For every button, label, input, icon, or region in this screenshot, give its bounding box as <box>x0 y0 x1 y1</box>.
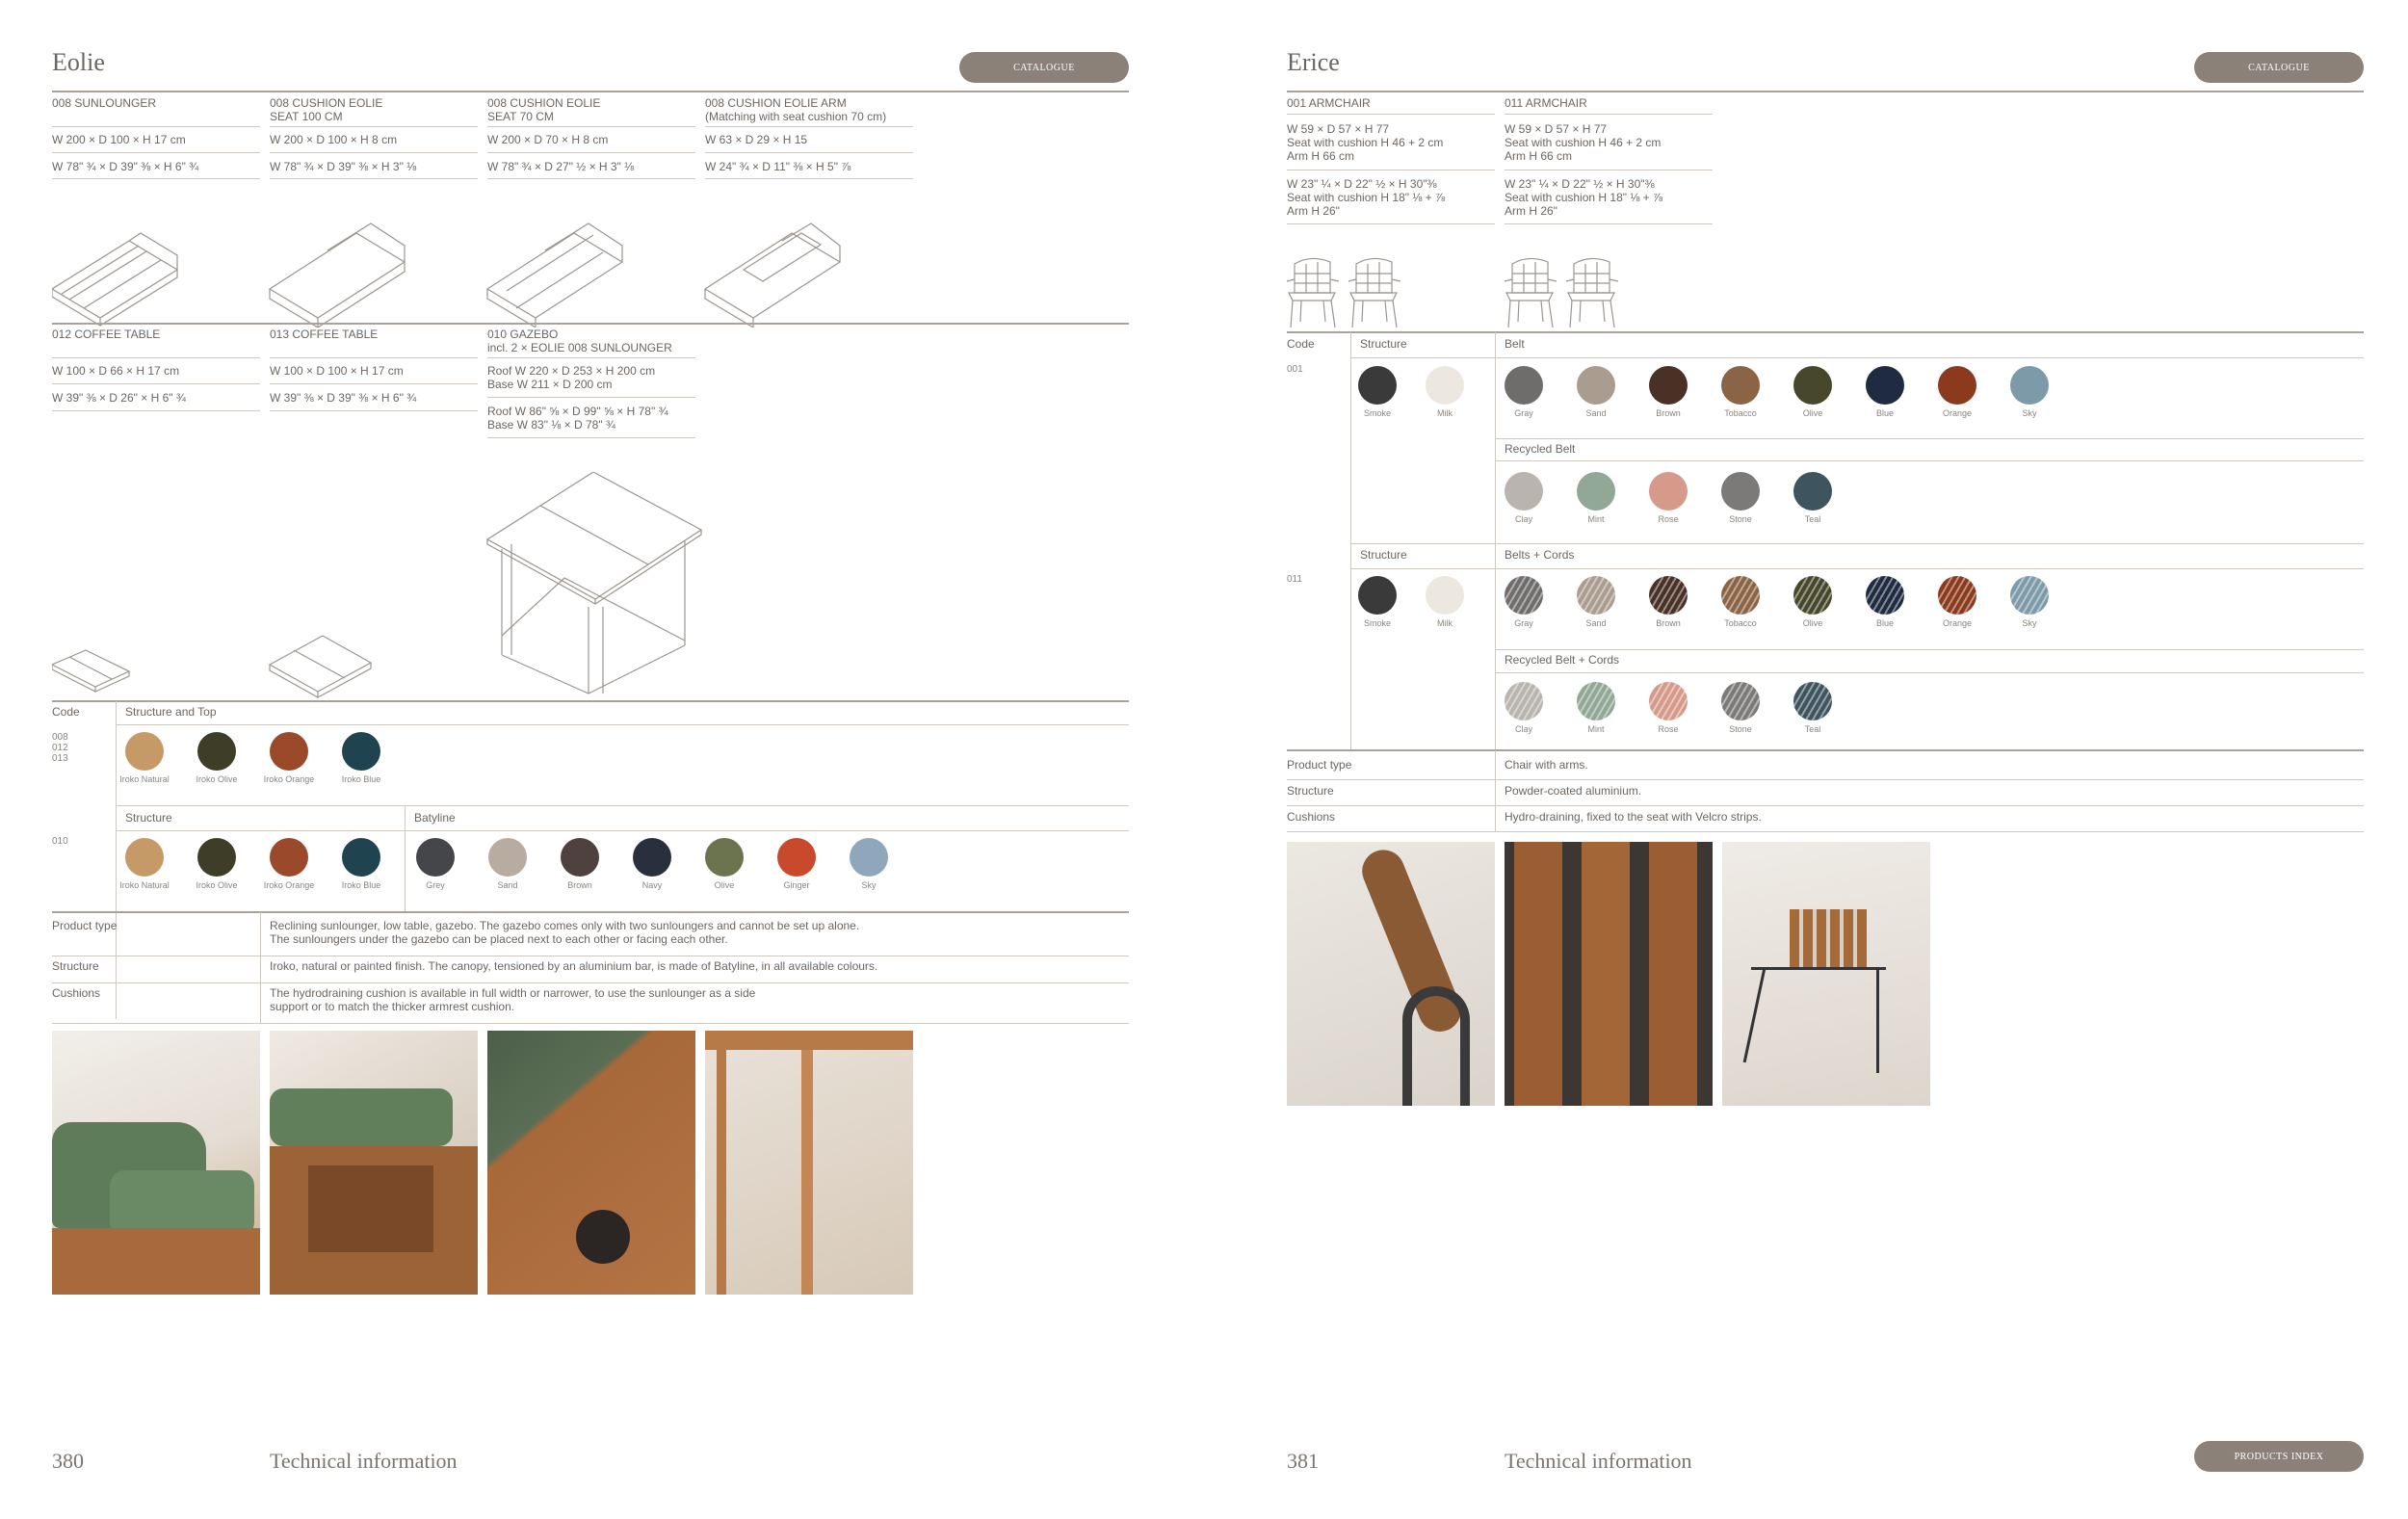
swatch-label: Teal <box>1804 724 1821 734</box>
swatch-circle <box>1505 682 1543 720</box>
swatch-label: Olive <box>1802 618 1823 628</box>
divider <box>270 126 478 127</box>
product-imperial: W 24" ¾ × D 11" ⅜ × H 5" ⅞ <box>705 160 851 173</box>
info-label: Structure <box>1287 784 1334 798</box>
info-value: Chair with arms. <box>1505 758 1588 772</box>
product-metric: W 100 × D 100 × H 17 cm <box>270 364 404 378</box>
swatch-label: Rose <box>1658 514 1679 524</box>
swatch-circle <box>1866 576 1904 615</box>
product-name: 001 ARMCHAIR <box>1287 96 1371 110</box>
page-title-eolie: Eolie <box>52 48 105 76</box>
swatch-label: Brown <box>1656 408 1681 418</box>
swatch-circle <box>1426 366 1464 405</box>
product-imperial: Roof W 86" ⅝ × D 99" ⅝ × H 78" ¾ <box>487 405 668 418</box>
product-name: 008 CUSHION EOLIE ARM <box>705 96 847 110</box>
divider <box>1350 543 2364 544</box>
belt-header: Belt <box>1505 337 1525 351</box>
color-swatch[interactable] <box>1485 682 1562 734</box>
divider <box>52 700 1129 702</box>
sunlounger-drawings <box>52 222 977 327</box>
product-name: 012 COFFEE TABLE <box>52 327 161 341</box>
divider <box>1495 672 2364 673</box>
swatch-label: Sand <box>497 880 518 890</box>
swatch-circle <box>1649 682 1688 720</box>
swatch-label: Milk <box>1437 618 1453 628</box>
swatch-circle <box>488 838 527 877</box>
swatch-circle <box>1505 366 1543 405</box>
divider <box>705 152 913 153</box>
gazebo-drawing <box>487 472 701 694</box>
swatch-label: Ginger <box>783 880 810 890</box>
coffee-table-012-drawing <box>52 650 129 692</box>
divider <box>270 152 478 153</box>
swatch-circle <box>342 838 380 877</box>
code-001: 001 <box>1287 364 1303 375</box>
divider <box>1495 750 1496 831</box>
swatch-label: Stone <box>1729 514 1752 524</box>
divider <box>116 830 1129 831</box>
divider <box>52 383 260 384</box>
product-sub: SEAT 100 CM <box>270 110 343 123</box>
color-swatch[interactable] <box>614 838 691 890</box>
swatch-label: Blue <box>1875 618 1894 628</box>
swatch-label: Grey <box>426 880 445 890</box>
swatch-circle <box>1577 472 1615 511</box>
divider <box>260 912 261 1023</box>
swatch-label: Teal <box>1804 514 1821 524</box>
swatch-label: Orange <box>1942 408 1973 418</box>
cushion-arm-drawing <box>705 223 840 327</box>
color-swatch[interactable] <box>1702 472 1779 524</box>
color-swatch[interactable] <box>1339 576 1416 628</box>
photo-sunlounger-cushion <box>52 1031 260 1295</box>
page-number-left: 380 <box>52 1449 84 1473</box>
structure-header: Structure <box>125 811 172 825</box>
product-imperial: W 78" ¾ × D 39" ⅜ × H 3" ⅛ <box>270 160 417 173</box>
divider <box>1287 91 2364 92</box>
divider <box>705 178 913 179</box>
photo-armchair <box>1722 842 1930 1106</box>
divider <box>1495 649 2364 650</box>
color-swatch[interactable] <box>106 732 183 784</box>
product-name: 008 SUNLOUNGER <box>52 96 157 110</box>
divider <box>1287 331 2364 333</box>
swatch-label: Blue <box>1875 408 1894 418</box>
swatch-circle <box>1577 576 1615 615</box>
product-sub: incl. 2 × EOLIE 008 SUNLOUNGER <box>487 341 672 354</box>
code-010: 010 <box>52 836 68 847</box>
color-swatch[interactable] <box>1846 576 1924 628</box>
swatch-circle <box>1649 576 1688 615</box>
swatch-circle <box>1721 682 1760 720</box>
product-metric: W 63 × D 29 × H 15 <box>705 133 808 146</box>
swatch-circle <box>1793 472 1832 511</box>
swatch-label: Clay <box>1514 724 1532 734</box>
code-header-right: Code <box>1287 337 1315 351</box>
swatch-circle <box>1577 366 1615 405</box>
product-imperial: W 78" ¾ × D 39" ⅜ × H 6" ¾ <box>52 160 199 173</box>
product-name: 008 CUSHION EOLIE <box>270 96 383 110</box>
swatch-circle <box>1866 366 1904 405</box>
swatch-label: Gray <box>1514 618 1533 628</box>
swatch-label: Stone <box>1729 724 1752 734</box>
swatch-label: Tobacco <box>1724 408 1757 418</box>
color-swatch[interactable] <box>1702 366 1779 418</box>
divider <box>270 357 478 358</box>
swatch-label: Smoke <box>1363 618 1391 628</box>
info-value: Hydro-draining, fixed to the seat with Velcro strips. <box>1505 810 1762 824</box>
sunlounger-drawing <box>52 233 177 326</box>
products-index-button[interactable]: PRODUCTS INDEX <box>2194 1441 2364 1472</box>
color-swatch[interactable] <box>469 838 546 890</box>
divider <box>1350 568 2364 569</box>
swatch-circle <box>125 732 164 771</box>
swatch-label: Smoke <box>1363 408 1391 418</box>
divider <box>1287 114 1495 115</box>
divider <box>1505 114 1713 115</box>
footer-title-left: Technical information <box>270 1449 458 1473</box>
product-imperial: Base W 83" ⅛ × D 78" ¾ <box>487 418 615 432</box>
product-metric: Base W 211 × D 200 cm <box>487 378 613 391</box>
color-swatch[interactable] <box>106 838 183 890</box>
color-swatch[interactable] <box>1630 472 1707 524</box>
info-label: Cushions <box>1287 810 1336 824</box>
swatch-circle <box>416 838 455 877</box>
swatch-label: Iroko Olive <box>196 774 238 784</box>
footer-title-right: Technical information <box>1505 1449 1692 1473</box>
swatch-circle <box>270 838 308 877</box>
color-swatch[interactable] <box>1557 576 1635 628</box>
color-swatch[interactable] <box>1485 472 1562 524</box>
swatch-circle <box>1426 576 1464 615</box>
swatch-label: Clay <box>1514 514 1532 524</box>
swatch-label: Iroko Orange <box>263 774 315 784</box>
divider <box>270 410 478 411</box>
photo-armrest-detail <box>1287 842 1495 1106</box>
divider <box>1350 357 2364 358</box>
swatch-circle <box>197 732 236 771</box>
product-name: 013 COFFEE TABLE <box>270 327 379 341</box>
color-swatch[interactable] <box>1919 576 1996 628</box>
divider <box>52 982 1129 983</box>
swatch-label: Gray <box>1514 408 1533 418</box>
color-swatch[interactable] <box>1406 576 1483 628</box>
color-swatch[interactable] <box>397 838 474 890</box>
swatch-circle <box>1505 472 1543 511</box>
swatch-label: Iroko Blue <box>341 774 381 784</box>
swatch-circle <box>1721 472 1760 511</box>
color-swatch[interactable] <box>1846 366 1924 418</box>
product-imperial: W 23" ¼ × D 22" ½ × H 30"⅜ Seat with cushion H 18" ⅛ + ⅞ Arm H 26" <box>1287 177 1446 218</box>
swatch-label: Olive <box>714 880 735 890</box>
swatch-circle <box>125 838 164 877</box>
swatch-label: Sky <box>861 880 877 890</box>
divider <box>116 805 1129 806</box>
page-number-right: 381 <box>1287 1449 1319 1473</box>
color-swatch[interactable] <box>1630 682 1707 734</box>
divider <box>1287 779 2364 780</box>
swatch-circle <box>1938 576 1976 615</box>
divider <box>52 1023 1129 1024</box>
color-swatch[interactable] <box>178 732 255 784</box>
divider <box>52 91 1129 92</box>
product-metric: W 200 × D 100 × H 8 cm <box>270 133 398 146</box>
catalogue-button-right[interactable]: CATALOGUE <box>2194 52 2364 83</box>
product-name: 011 ARMCHAIR <box>1505 96 1587 110</box>
color-swatch[interactable] <box>1406 366 1483 418</box>
divider <box>487 357 695 358</box>
armchair-drawings <box>1287 252 1653 331</box>
structure-header-right: Structure <box>1360 337 1407 351</box>
swatch-circle <box>1505 576 1543 615</box>
divider <box>705 126 913 127</box>
info-label: Structure <box>52 959 99 973</box>
page-title-erice: Erice <box>1287 48 1340 76</box>
color-swatch[interactable] <box>1557 366 1635 418</box>
swatch-label: Sky <box>2022 618 2037 628</box>
info-value: Iroko, natural or painted finish. The canopy, tensioned by an aluminium bar, is made of Batyline, in all available colours. <box>270 959 878 973</box>
product-metric: Roof W 220 × D 253 × H 200 cm <box>487 364 656 378</box>
color-swatch[interactable] <box>1702 682 1779 734</box>
info-label: Product type <box>1287 758 1352 772</box>
swatch-label: Milk <box>1437 408 1453 418</box>
color-swatch[interactable] <box>250 838 327 890</box>
product-sub: SEAT 70 CM <box>487 110 554 123</box>
cushion-70-drawing <box>487 223 622 327</box>
batyline-header: Batyline <box>414 811 456 825</box>
product-imperial: W 78" ¾ × D 27" ½ × H 3" ⅛ <box>487 160 635 173</box>
product-imperial: W 39" ⅜ × D 26" × H 6" ¾ <box>52 391 186 405</box>
divider <box>116 724 1129 725</box>
swatch-label: Iroko Orange <box>263 880 315 890</box>
swatch-circle <box>1721 366 1760 405</box>
color-swatch[interactable] <box>758 838 835 890</box>
swatch-circle <box>2010 366 2049 405</box>
swatch-circle <box>850 838 888 877</box>
swatch-circle <box>1649 366 1688 405</box>
divider <box>487 178 695 179</box>
color-swatch[interactable] <box>178 838 255 890</box>
color-swatch[interactable] <box>1485 366 1562 418</box>
product-name: 010 GAZEBO <box>487 327 559 341</box>
swatch-circle <box>1721 576 1760 615</box>
color-swatch[interactable] <box>1991 576 2068 628</box>
color-swatch[interactable] <box>1339 366 1416 418</box>
product-metric: W 59 × D 57 × H 77 Seat with cushion H 46 + 2 cm Arm H 66 cm <box>1287 122 1444 163</box>
divider <box>1287 805 2364 806</box>
coffee-table-013-drawing <box>270 636 371 697</box>
swatch-circle <box>342 732 380 771</box>
color-swatch[interactable] <box>1774 366 1851 418</box>
divider <box>52 357 260 358</box>
swatch-label: Tobacco <box>1724 618 1757 628</box>
divider <box>1287 749 2364 751</box>
product-metric: W 200 × D 70 × H 8 cm <box>487 133 609 146</box>
swatch-circle <box>705 838 744 877</box>
divider <box>52 323 1129 325</box>
product-imperial: W 23" ¼ × D 22" ½ × H 30"⅜ Seat with cushion H 18" ⅛ + ⅞ Arm H 26" <box>1505 177 1663 218</box>
product-metric: W 59 × D 57 × H 77 Seat with cushion H 46 + 2 cm Arm H 66 cm <box>1505 122 1662 163</box>
swatch-label: Iroko Olive <box>196 880 238 890</box>
swatch-label: Orange <box>1942 618 1973 628</box>
color-swatch[interactable] <box>686 838 763 890</box>
swatch-circle <box>1793 682 1832 720</box>
structure-header-2: Structure <box>1360 548 1407 562</box>
divider <box>52 126 260 127</box>
divider <box>487 397 695 398</box>
swatch-circle <box>270 732 308 771</box>
color-swatch[interactable] <box>1702 576 1779 628</box>
swatch-circle <box>561 838 599 877</box>
product-imperial: W 39" ⅜ × D 39" ⅜ × H 6" ¾ <box>270 391 417 405</box>
divider <box>270 383 478 384</box>
swatch-label: Sand <box>1585 408 1607 418</box>
swatch-circle <box>2010 576 2049 615</box>
swatch-circle <box>1938 366 1976 405</box>
divider <box>487 152 695 153</box>
catalogue-button-left[interactable]: CATALOGUE <box>959 52 1129 83</box>
product-metric: W 100 × D 66 × H 17 cm <box>52 364 180 378</box>
recycled-belt-header: Recycled Belt <box>1505 442 1576 456</box>
swatch-label: Sky <box>2022 408 2037 418</box>
swatch-circle <box>1649 472 1688 511</box>
info-value: Powder-coated aluminium. <box>1505 784 1642 798</box>
info-label: Product type <box>52 919 118 932</box>
swatch-circle <box>1577 682 1615 720</box>
color-swatch[interactable] <box>323 838 400 890</box>
divider <box>52 911 1129 913</box>
table-gazebo-drawings <box>52 472 707 703</box>
color-swatch[interactable] <box>1991 366 2068 418</box>
info-label: Cushions <box>52 986 101 1000</box>
color-swatch[interactable] <box>1630 366 1707 418</box>
swatch-circle <box>1793 576 1832 615</box>
divider <box>1287 223 1495 224</box>
color-swatch[interactable] <box>541 838 618 890</box>
color-swatch[interactable] <box>1774 576 1851 628</box>
divider <box>52 152 260 153</box>
swatch-label: Mint <box>1587 514 1605 524</box>
divider <box>270 178 478 179</box>
divider <box>52 178 260 179</box>
swatch-label: Iroko Blue <box>341 880 381 890</box>
swatch-label: Mint <box>1587 724 1605 734</box>
swatch-circle <box>777 838 816 877</box>
product-sub: (Matching with seat cushion 70 cm) <box>705 110 887 123</box>
swatch-label: Brown <box>1656 618 1681 628</box>
color-swatch[interactable] <box>1774 472 1851 524</box>
code-011: 011 <box>1287 574 1302 585</box>
color-swatch[interactable] <box>830 838 907 890</box>
photo-gazebo-detail <box>705 1031 913 1295</box>
divider <box>1505 223 1713 224</box>
swatch-label: Iroko Natural <box>119 880 170 890</box>
photo-belt-detail <box>1505 842 1713 1106</box>
product-name: 008 CUSHION EOLIE <box>487 96 601 110</box>
photo-wheel-detail <box>487 1031 695 1295</box>
cushion-100-drawing <box>270 223 405 327</box>
codes-008-012-013: 008 012 013 <box>52 732 68 764</box>
swatch-label: Iroko Natural <box>119 774 170 784</box>
info-value: The hydrodraining cushion is available in full width or narrower, to use the sunlounger as a side support or to match the thicker armrest cushion. <box>270 986 756 1013</box>
swatch-circle <box>1358 576 1397 615</box>
divider <box>52 410 260 411</box>
swatch-label: Navy <box>641 880 663 890</box>
recycled-belt-cords-header: Recycled Belt + Cords <box>1505 653 1620 667</box>
code-header: Code <box>52 705 80 719</box>
swatch-label: Sand <box>1585 618 1607 628</box>
color-swatch[interactable] <box>1919 366 1996 418</box>
divider <box>1495 460 2364 461</box>
color-swatch[interactable] <box>1485 576 1562 628</box>
product-metric: W 200 × D 100 × H 17 cm <box>52 133 186 146</box>
color-swatch[interactable] <box>323 732 400 784</box>
color-swatch[interactable] <box>1557 472 1635 524</box>
swatch-circle <box>1358 366 1397 405</box>
swatch-circle <box>1793 366 1832 405</box>
color-swatch[interactable] <box>250 732 327 784</box>
color-swatch[interactable] <box>1557 682 1635 734</box>
color-swatch[interactable] <box>1774 682 1851 734</box>
belts-cords-header: Belts + Cords <box>1505 548 1575 562</box>
swatch-label: Rose <box>1658 724 1679 734</box>
color-swatch[interactable] <box>1630 576 1707 628</box>
divider <box>487 437 695 438</box>
structure-top-header: Structure and Top <box>125 705 217 719</box>
divider <box>1287 831 2364 832</box>
divider <box>487 126 695 127</box>
photo-sunlounger-detail <box>270 1031 478 1295</box>
info-value: Reclining sunlounger, low table, gazebo. The gazebo comes only with two sunloungers and cannot be set up alone. The sunloungers under the gazebo can be placed next to each other or facing each other. <box>270 919 860 946</box>
swatch-circle <box>633 838 671 877</box>
swatch-label: Brown <box>567 880 592 890</box>
swatch-circle <box>197 838 236 877</box>
swatch-label: Olive <box>1802 408 1823 418</box>
divider <box>1495 438 2364 439</box>
